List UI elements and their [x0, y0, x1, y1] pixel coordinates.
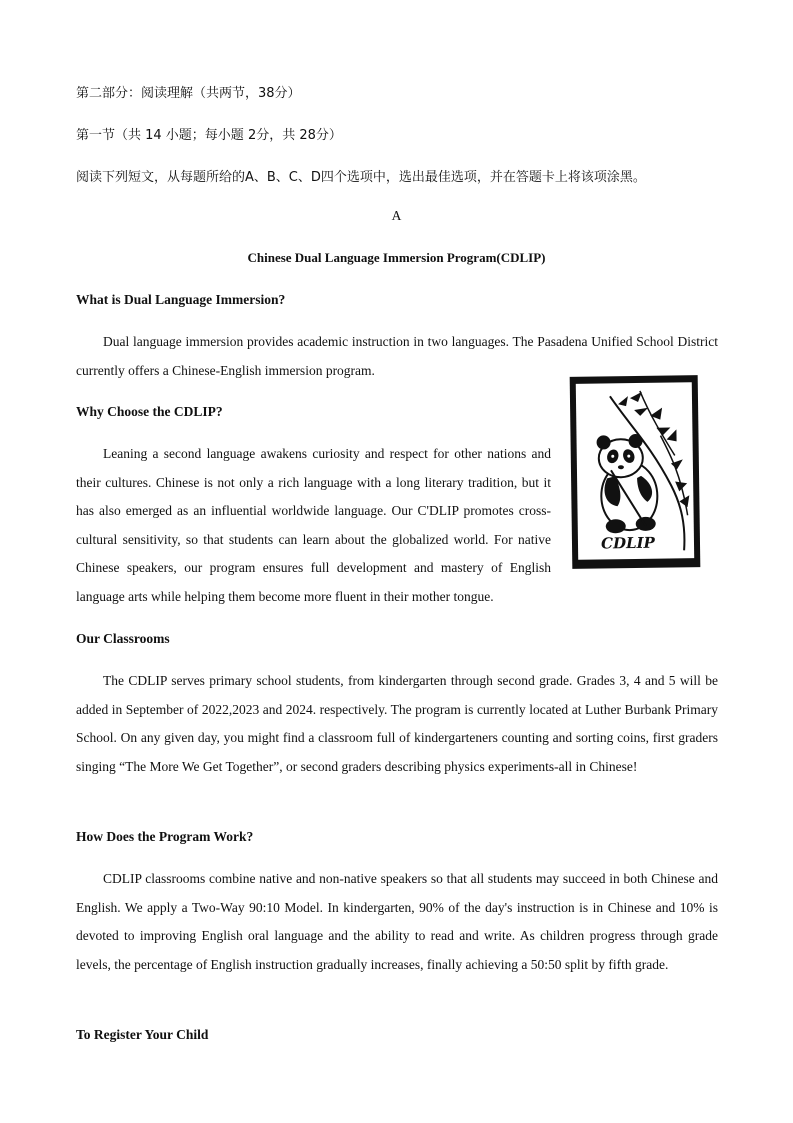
panda-poster-image [570, 375, 701, 569]
poster-label: CDLIP [600, 533, 656, 553]
part-heading: 第二部分：阅读理解（共两节，38分） [76, 86, 301, 101]
panda-bamboo-icon [570, 375, 701, 569]
section-heading: 第一节（共 14 小题；每小题 2分，共 28分） [76, 128, 342, 143]
paragraph-how-it-works: CDLIP classrooms combine native and non-native speakers so that all students may succeed in both Chinese and English. We apply a Two-Way 90:10 Model. In kindergarten, 90% of the day's instruction is in Chinese and 10% is devoted to improving English oral language and the ability to read and write. As children progress through grade levels, the percentage of English instruction gradually increases, finally achieving a 50:50 split by fifth grade. [76, 871, 718, 972]
section-heading-what-is: What is Dual Language Immersion? [76, 292, 286, 307]
passage-letter: A [391, 208, 402, 223]
paragraph-why-choose: Leaning a second language awakens curiosity and respect for other nations and their cultures. Chinese is not only a rich language with a long literary tradition, but it has also emerged as an influential worldwide language. Our C'DLIP promotes cross-cultural sensitivity, so that students can learn about the globalized world. For native Chinese speakers, our program ensures full development and mastery of English language arts while helping them become more fluent in their mother tongue. [76, 446, 551, 604]
passage-title: Chinese Dual Language Immersion Program(CDLIP) [247, 250, 546, 265]
section-heading-why-choose: Why Choose the CDLIP? [76, 404, 223, 419]
instructions: 阅读下列短文，从每题所给的A、B、C、D四个选项中，选出最佳选项，并在答题卡上将该项涂黑。 [76, 170, 646, 185]
paragraph-what-is: Dual language immersion provides academic instruction in two languages. The Pasadena Unified School District currently offers a Chinese-English immersion program. [76, 334, 718, 378]
paragraph-classrooms: The CDLIP serves primary school students, from kindergarten through second grade. Grades 3, 4 and 5 will be added in September of 2022,2023 and 2024. respectively. The program is currently located at Luther Burbank Primary School. On any given day, you might find a classroom full of kindergarteners counting and sorting coins, first graders singing “The More We Get Together”, or second graders describing physics experiments-all in Chinese! [76, 673, 718, 774]
section-heading-classrooms: Our Classrooms [76, 631, 170, 646]
section-heading-how-it-works: How Does the Program Work? [76, 829, 254, 844]
section-heading-register: To Register Your Child [76, 1027, 209, 1042]
